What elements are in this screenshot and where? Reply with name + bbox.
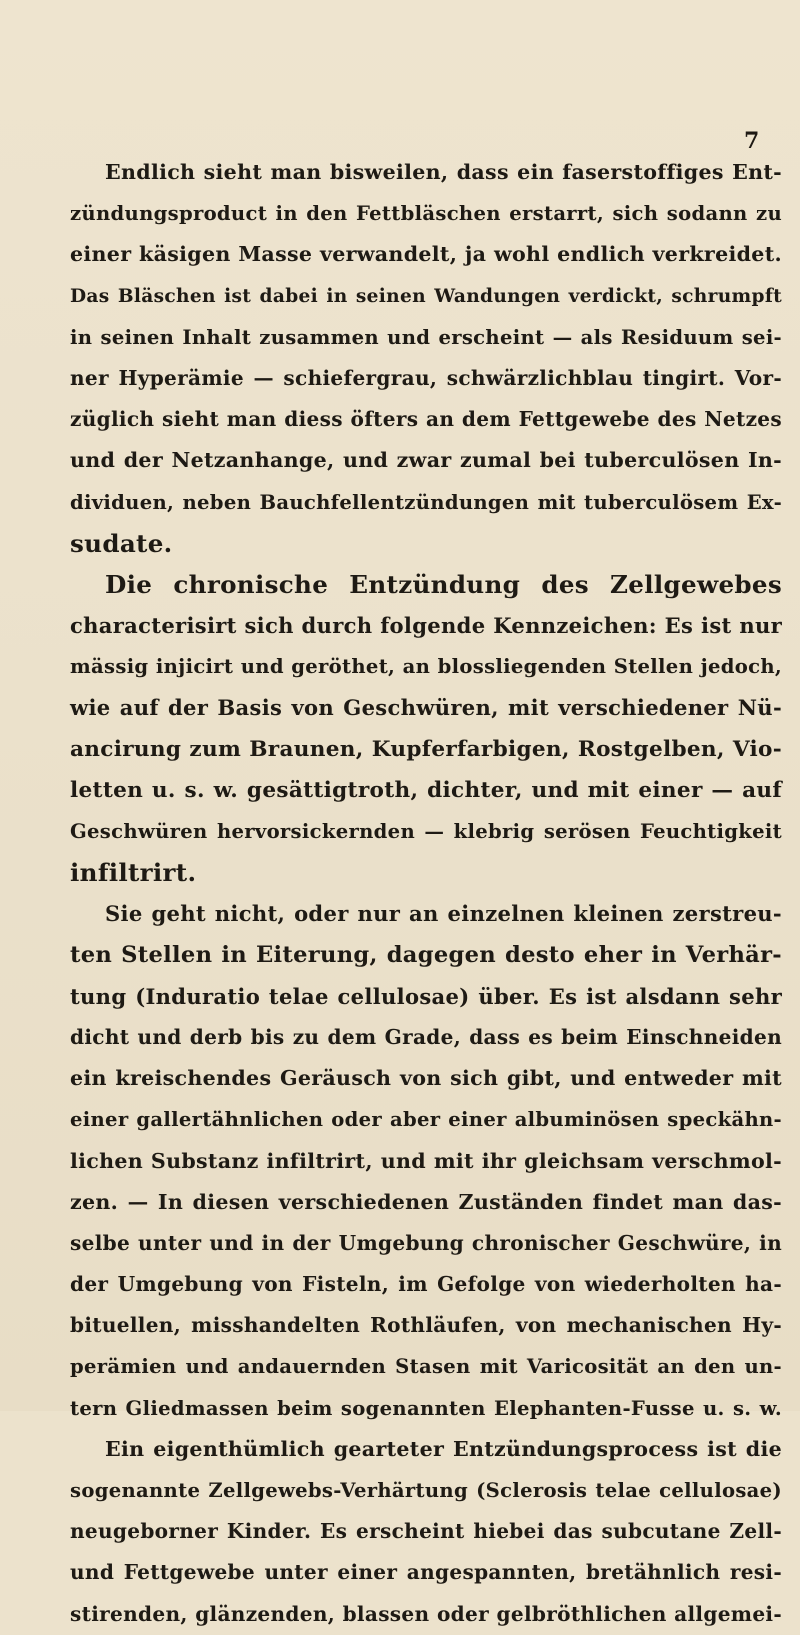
text-line: der Umgebung von Fisteln, im Gefolge von wiederholten ha- bbox=[70, 1272, 782, 1297]
text-line: lichen Substanz infiltrirt, und mit ihr gleichsam verschmol- bbox=[70, 1148, 782, 1173]
text-line: tung (Induratio telae cellulosae) über. Es ist alsdann sehr bbox=[70, 983, 782, 1009]
text-line: zen. — In diesen verschiedenen Zuständen findet man das- bbox=[70, 1189, 782, 1214]
text-line: neugeborner Kinder. Es erscheint hiebei das subcutane Zell- bbox=[70, 1519, 782, 1544]
text-line: mässig injicirt und geröthet, an blossliegenden Stellen jedoch, bbox=[70, 655, 782, 679]
text-line: in seinen Inhalt zusammen und erscheint — als Residuum sei- bbox=[70, 325, 782, 349]
text-line: selbe unter und in der Umgebung chronischer Geschwüre, in bbox=[70, 1230, 782, 1255]
text-line: infiltrirt. bbox=[70, 858, 197, 888]
text-line: characterisirt sich durch folgende Kennzeichen: Es ist nur bbox=[70, 613, 782, 639]
text-line: ner Hyperämie — schiefergrau, schwärzlichblau tingirt. Vor- bbox=[70, 365, 782, 390]
text-line: züglich sieht man diess öfters an dem Fettgewebe des Netzes bbox=[70, 407, 782, 432]
page-number: 7 bbox=[744, 128, 760, 154]
text-line: perämien und andauernden Stasen mit Varicosität an den un- bbox=[70, 1355, 782, 1379]
text-line: Die chronische Entzündung des Zellgewebes bbox=[105, 569, 782, 599]
text-line: Sie geht nicht, oder nur an einzelnen kleinen zerstreu- bbox=[105, 901, 782, 927]
text-line: letten u. s. w. gesättigtroth, dichter, und mit einer — auf bbox=[70, 777, 782, 803]
text-line: und der Netzanhange, und zwar zumal bei tuberculösen In- bbox=[70, 448, 782, 473]
text-line: und Fettgewebe unter einer angespannten, bretähnlich resi- bbox=[70, 1560, 782, 1585]
text-line: tern Gliedmassen beim sogenannten Elephanten-Fusse u. s. w. bbox=[70, 1396, 782, 1420]
text-line: sogenannte Zellgewebs-Verhärtung (Sclerosis telae cellulosae) bbox=[70, 1479, 782, 1502]
text-line: Ein eigenthümlich gearteter Entzündungsprocess ist die bbox=[105, 1436, 782, 1461]
text-line: dicht und derb bis zu dem Grade, dass es beim Einschneiden bbox=[70, 1024, 782, 1049]
text-line: Geschwüren hervorsickernden — klebrig serösen Feuchtigkeit bbox=[70, 820, 782, 843]
text-line: bituellen, misshandelten Rothläufen, von mechanischen Hy- bbox=[70, 1313, 782, 1338]
body-text bbox=[70, 152, 782, 1635]
text-line: ten Stellen in Eiterung, dagegen desto eher in Verhär- bbox=[70, 941, 782, 968]
text-line: stirenden, glänzenden, blassen oder gelbröthlichen allgemei- bbox=[70, 1601, 782, 1626]
text-line: sudate. bbox=[70, 528, 173, 558]
text-line: dividuen, neben Bauchfellentzündungen mit tuberculösem Ex- bbox=[70, 490, 782, 514]
text-line: Das Bläschen ist dabei in seinen Wandungen verdickt, schrumpft bbox=[70, 285, 782, 307]
text-line: ancirung zum Braunen, Kupferfarbigen, Rostgelben, Vio- bbox=[70, 736, 782, 762]
text-line: zündungsproduct in den Fettbläschen erstarrt, sich sodann zu bbox=[70, 202, 782, 226]
text-line: einer gallertähnlichen oder aber einer albuminösen speckähn- bbox=[70, 1108, 782, 1132]
text-line: ein kreischendes Geräusch von sich gibt, und entweder mit bbox=[70, 1066, 782, 1091]
text-line: Endlich sieht man bisweilen, dass ein faserstoffiges Ent- bbox=[105, 160, 782, 184]
text-line: einer käsigen Masse verwandelt, ja wohl endlich verkreidet. bbox=[70, 242, 782, 267]
text-line: wie auf der Basis von Geschwüren, mit verschiedener Nü- bbox=[70, 695, 782, 721]
